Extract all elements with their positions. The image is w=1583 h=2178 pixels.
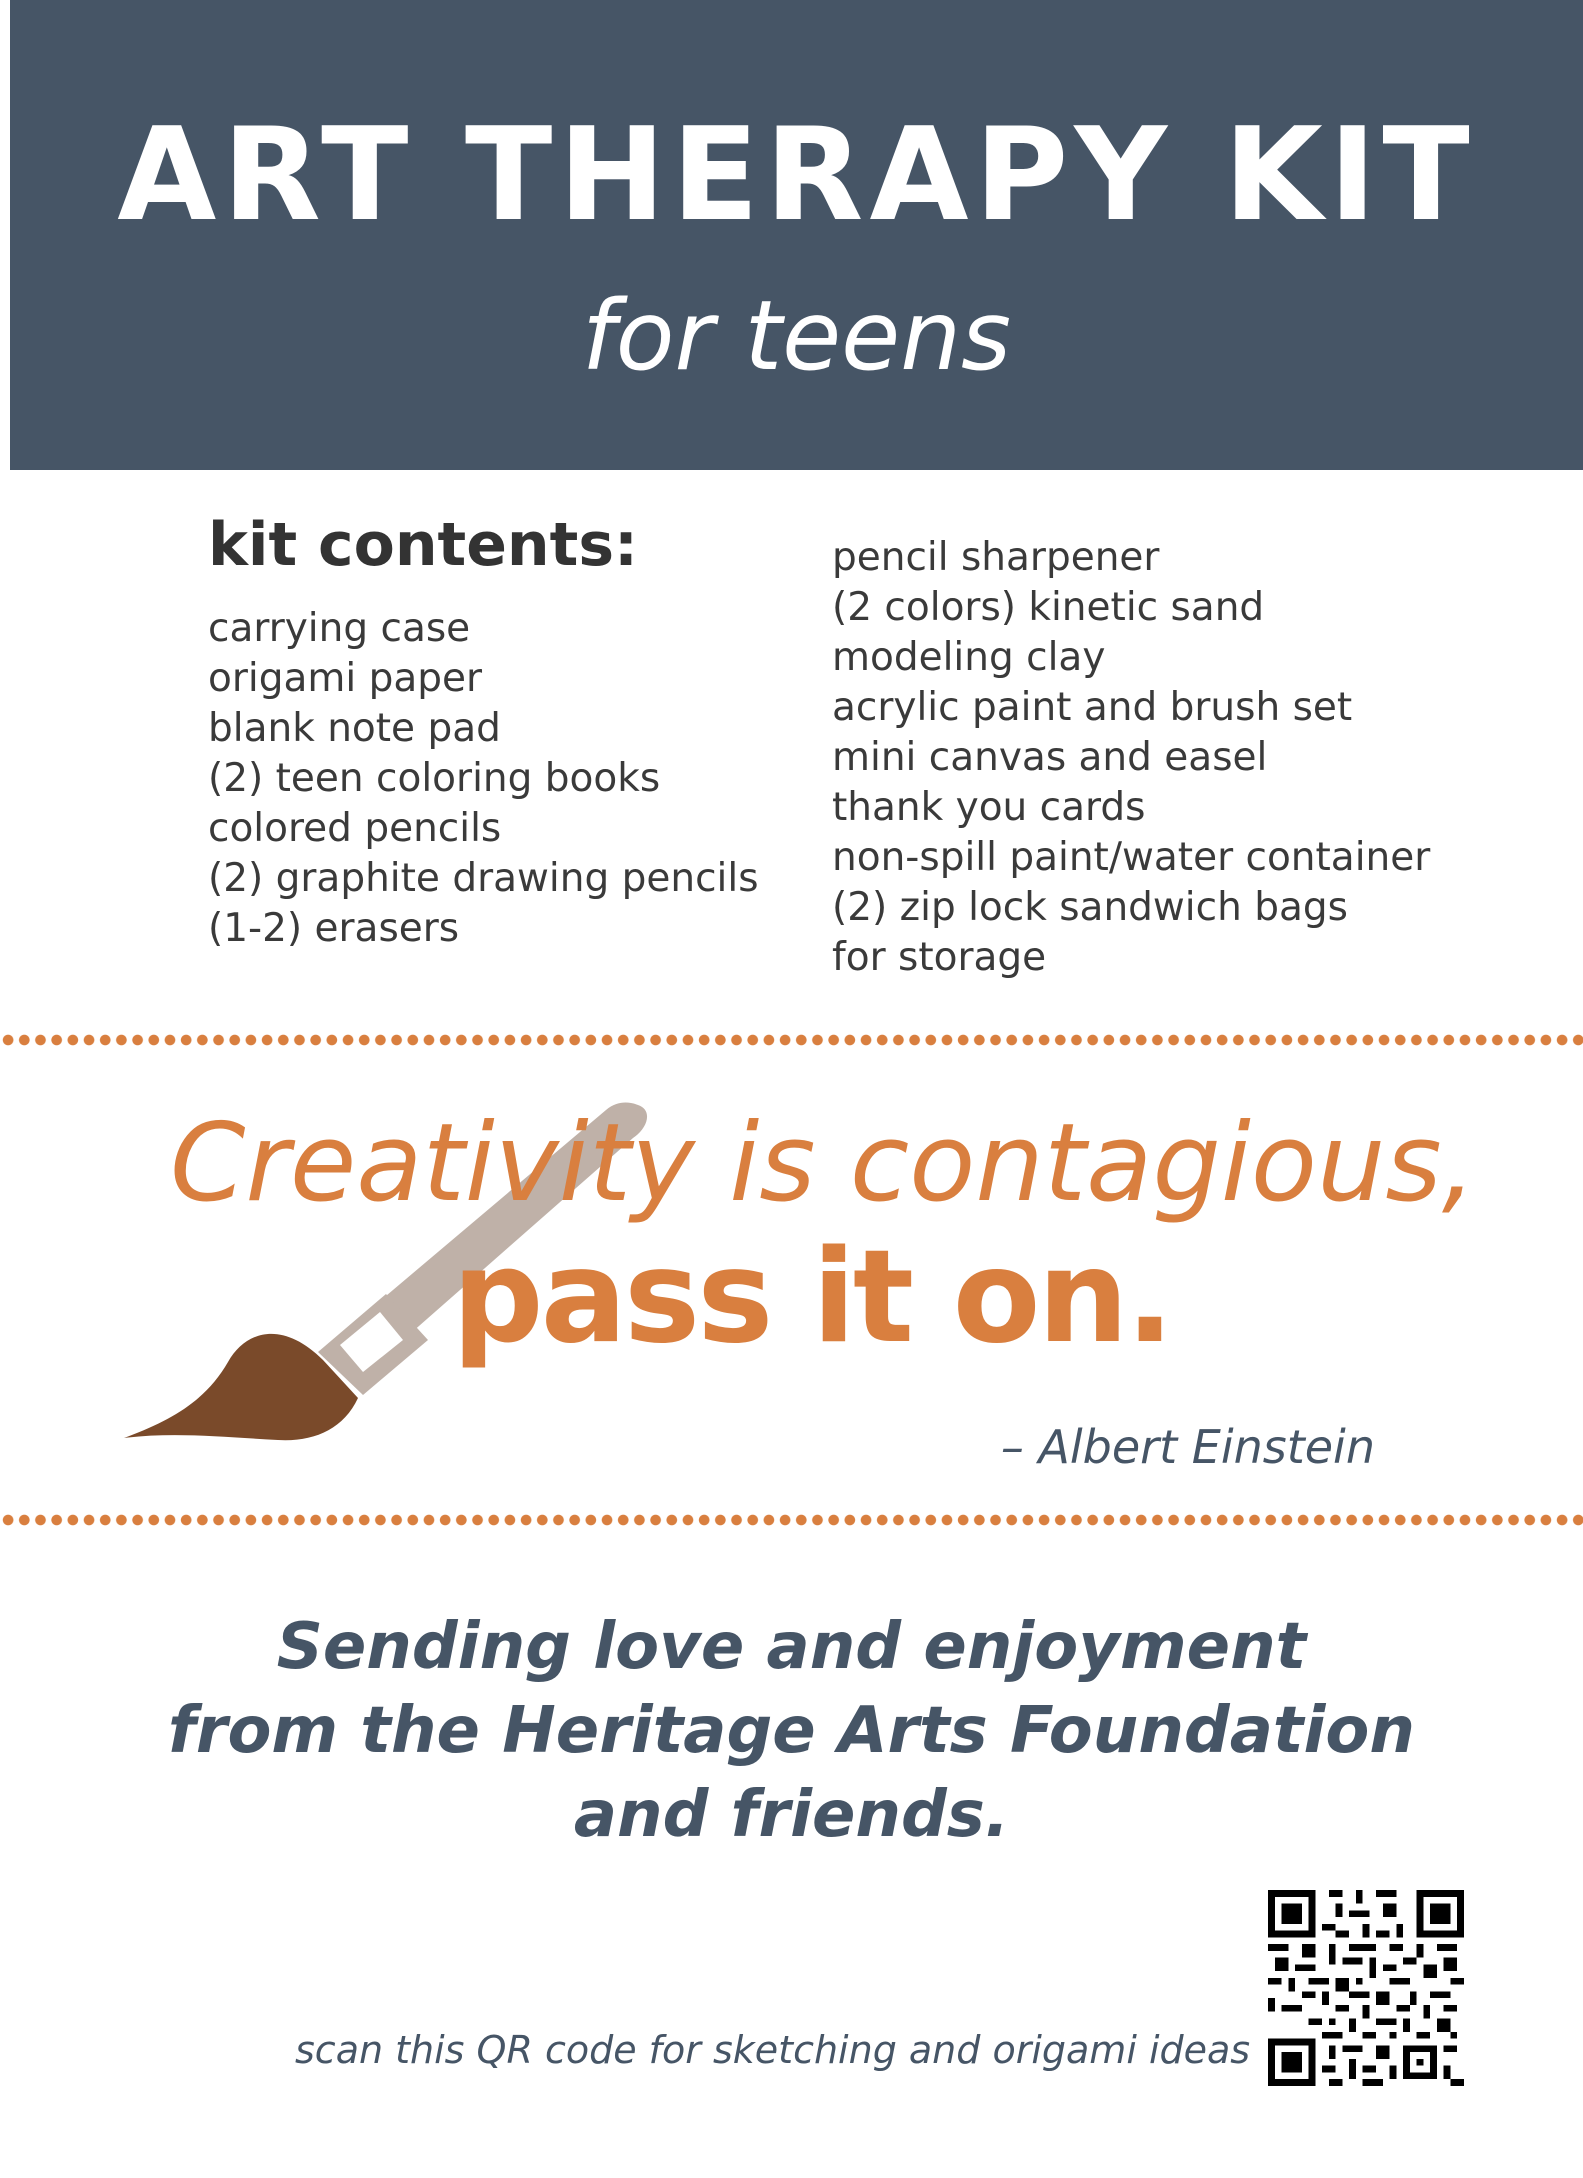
- list-item: (2) zip lock sandwich bags: [832, 885, 1348, 930]
- list-item: (2) graphite drawing pencils: [208, 856, 759, 901]
- list-item: (2) teen coloring books: [208, 756, 661, 801]
- quote-line-1: Creativity is contagious,: [170, 1101, 1477, 1226]
- kit-contents-heading: kit contents:: [208, 510, 639, 580]
- page-title: ART THERAPY KIT: [117, 101, 1476, 250]
- list-item: acrylic paint and brush set: [832, 685, 1353, 730]
- list-item: for storage: [832, 935, 1047, 980]
- list-item: (2 colors) kinetic sand: [832, 585, 1265, 630]
- kit-contents-left-list: [208, 604, 759, 954]
- list-item: non-spill paint/water container: [832, 835, 1431, 880]
- list-item: blank note pad: [208, 706, 501, 751]
- quote-line-2: pass it on.: [452, 1223, 1172, 1372]
- list-item: thank you cards: [832, 785, 1146, 830]
- kit-contents-right-list: [832, 533, 1430, 983]
- list-item: (1-2) erasers: [208, 906, 460, 951]
- list-item: mini canvas and easel: [832, 735, 1268, 780]
- quote-attribution: – Albert Einstein: [1000, 1420, 1375, 1474]
- dotted-divider-bottom: [0, 1513, 1583, 1527]
- header-banner: [10, 0, 1583, 470]
- list-item: origami paper: [208, 656, 483, 701]
- closing-message-line: and friends.: [573, 1778, 1010, 1852]
- list-item: carrying case: [208, 606, 471, 651]
- dotted-divider-top: [0, 1033, 1583, 1047]
- list-item: pencil sharpener: [832, 535, 1160, 580]
- qr-caption: scan this QR code for sketching and origami ideas: [295, 2028, 1251, 2072]
- page-subtitle: for teens: [581, 280, 1012, 392]
- list-item: modeling clay: [832, 635, 1106, 680]
- list-item: colored pencils: [208, 806, 502, 851]
- qr-code-icon[interactable]: [1268, 1890, 1464, 2086]
- closing-message: [0, 1605, 1583, 1857]
- closing-message-line: Sending love and enjoyment: [276, 1610, 1307, 1684]
- closing-message-line: from the Heritage Arts Foundation: [168, 1694, 1415, 1768]
